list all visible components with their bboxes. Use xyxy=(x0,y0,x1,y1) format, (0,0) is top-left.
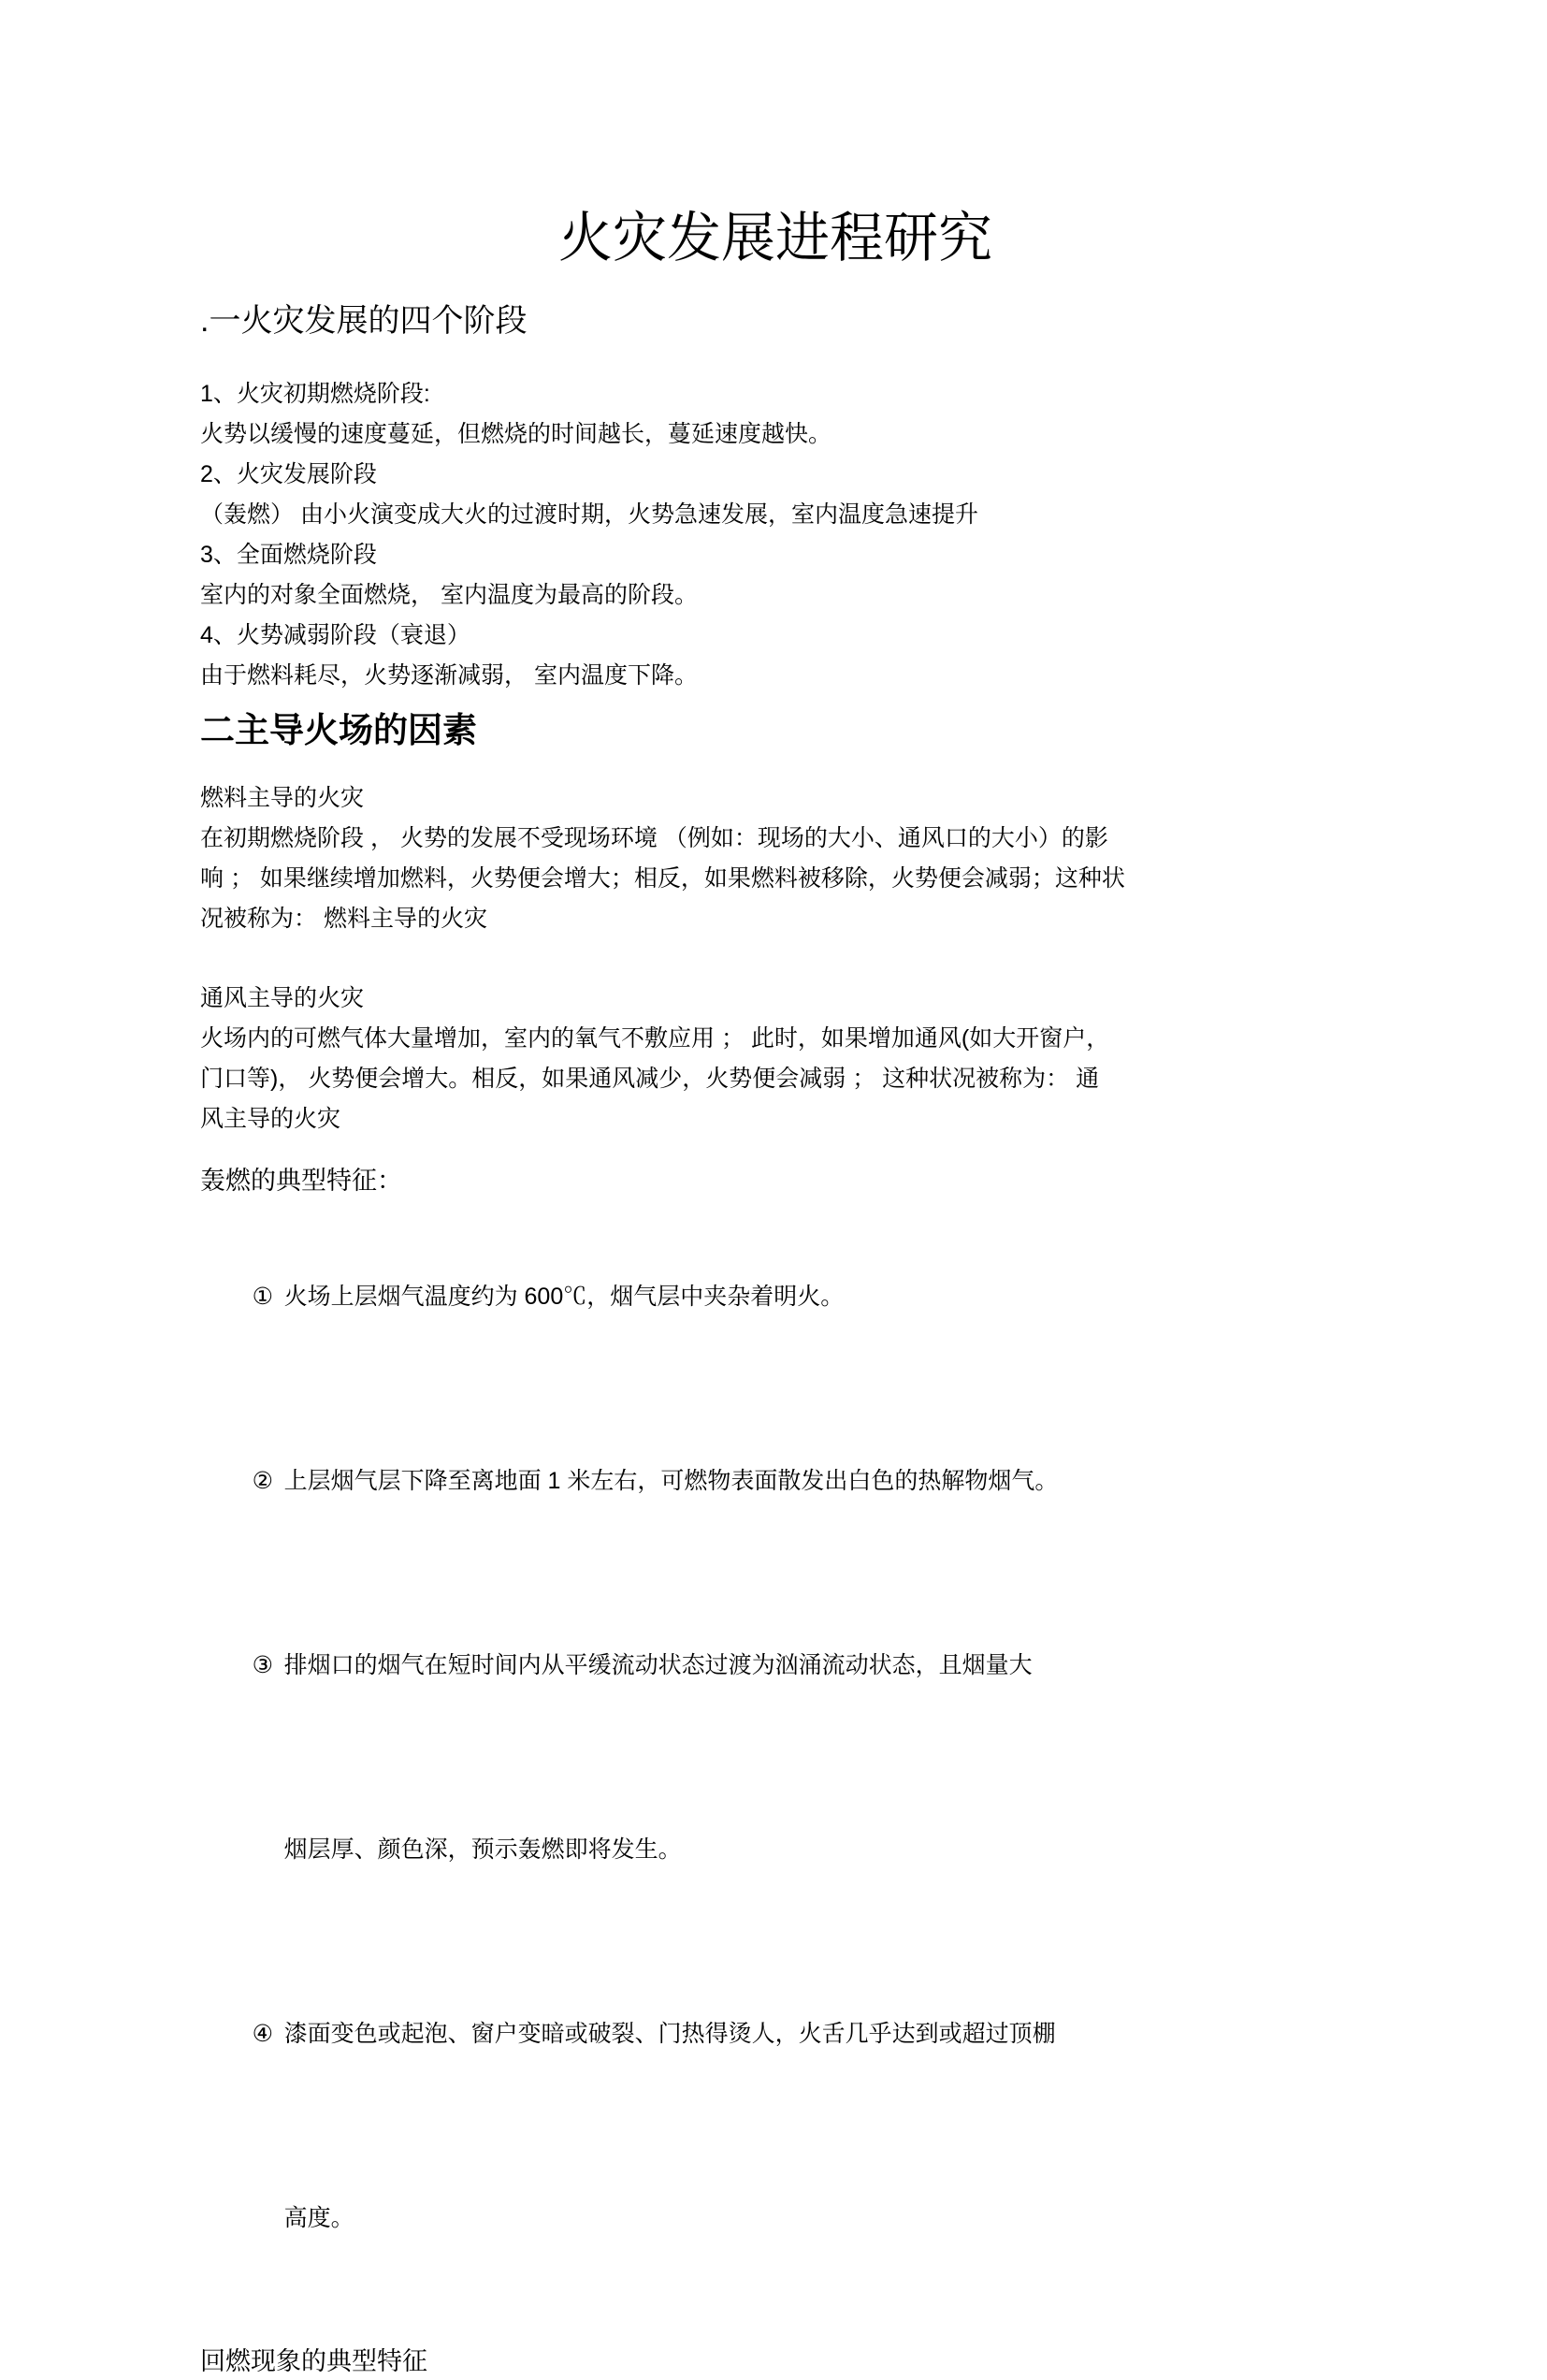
document-title: 火灾发展进程研究 xyxy=(557,208,992,268)
list-item-text: 排烟口的烟气在短时间内从平缓流动状态过渡为汹涌流动状态，且烟量大 xyxy=(283,1652,1033,1678)
list-item-text: 上层烟气层下降至离地面 1 米左右，可燃物表面散发出白色的热解物烟气。 xyxy=(283,1468,1059,1494)
stage-line-4: （轰燃） 由小火演变成大火的过渡时期，火势急速发展，室内温度急速提升 xyxy=(200,501,978,528)
stages-section-heading: .一火灾发展的四个阶段 xyxy=(200,303,528,339)
list-item-continuation xyxy=(200,2158,1351,2279)
list-item xyxy=(200,1237,1351,1357)
list-item xyxy=(200,1974,1351,2095)
stage-line-7: 4、火势减弱阶段（衰退） xyxy=(200,622,470,648)
vent-line-2: 火场内的可燃气体大量增加，室内的氧气不敷应用 ； 此时，如果增加通风(如大开窗户， xyxy=(200,1025,1110,1052)
fuel-line-3: 响 ； 如果继续增加燃料，火势便会增大；相反，如果燃料被移除，火势便会减弱；这种状 xyxy=(200,865,1125,892)
stage-line-2: 火势以缓慢的速度蔓延，但燃烧的时间越长，蔓延速度越快。 xyxy=(200,421,832,447)
vent-line-4: 风主导的火灾 xyxy=(200,1106,341,1132)
factors-section-heading: 二主导火场的因素 xyxy=(200,711,477,749)
stages-text-block xyxy=(200,374,1351,696)
vent-line-3: 门口等)， 火势便会增大。相反，如果通风减少，火势便会减弱 ； 这种状况被称为： 通 xyxy=(200,1066,1100,1092)
circled-number-1: ① xyxy=(252,1284,273,1310)
stage-line-5: 3、全面燃烧阶段 xyxy=(200,542,377,568)
stage-line-3: 2、火灾发展阶段 xyxy=(200,461,377,487)
fuel-dominated-paragraph xyxy=(200,778,1351,939)
list-item-continuation xyxy=(200,1790,1351,1910)
flashover-features-list xyxy=(200,1237,1351,2279)
list-item-text: 漆面变色或起泡、窗户变暗或破裂、门热得烫人，火舌几乎达到或超过顶棚 xyxy=(283,2021,1056,2047)
stage-line-1: 1、火灾初期燃烧阶段: xyxy=(200,381,430,407)
fuel-line-2: 在初期燃烧阶段 ， 火势的发展不受现场环境 （例如：现场的大小、通风口的大小）的影 xyxy=(200,825,1108,851)
list-item xyxy=(200,1605,1351,1726)
stage-line-6: 室内的对象全面燃烧， 室内温度为最高的阶段。 xyxy=(200,582,698,608)
fuel-line-4: 况被称为： 燃料主导的火灾 xyxy=(200,906,487,932)
list-item-text: 火场上层烟气温度约为 600℃，烟气层中夹杂着明火。 xyxy=(283,1284,845,1310)
stage-line-8: 由于燃料耗尽，火势逐渐减弱， 室内温度下降。 xyxy=(200,662,698,689)
list-item-text: 烟层厚、颜色深，预示轰燃即将发生。 xyxy=(283,1836,682,1863)
fuel-line-1: 燃料主导的火灾 xyxy=(200,785,365,811)
flashover-features-heading: 轰燃的典型特征： xyxy=(200,1167,402,1195)
circled-number-4: ④ xyxy=(252,2021,273,2047)
list-item-text: 高度。 xyxy=(283,2205,354,2231)
circled-number-3: ③ xyxy=(252,1652,273,1678)
ventilation-dominated-paragraph xyxy=(200,979,1351,1139)
backdraft-features-heading: 回燃现象的典型特征 xyxy=(200,2347,427,2375)
circled-number-2: ② xyxy=(252,1468,273,1494)
list-item xyxy=(200,1421,1351,1542)
vent-line-1: 通风主导的火灾 xyxy=(200,985,365,1011)
